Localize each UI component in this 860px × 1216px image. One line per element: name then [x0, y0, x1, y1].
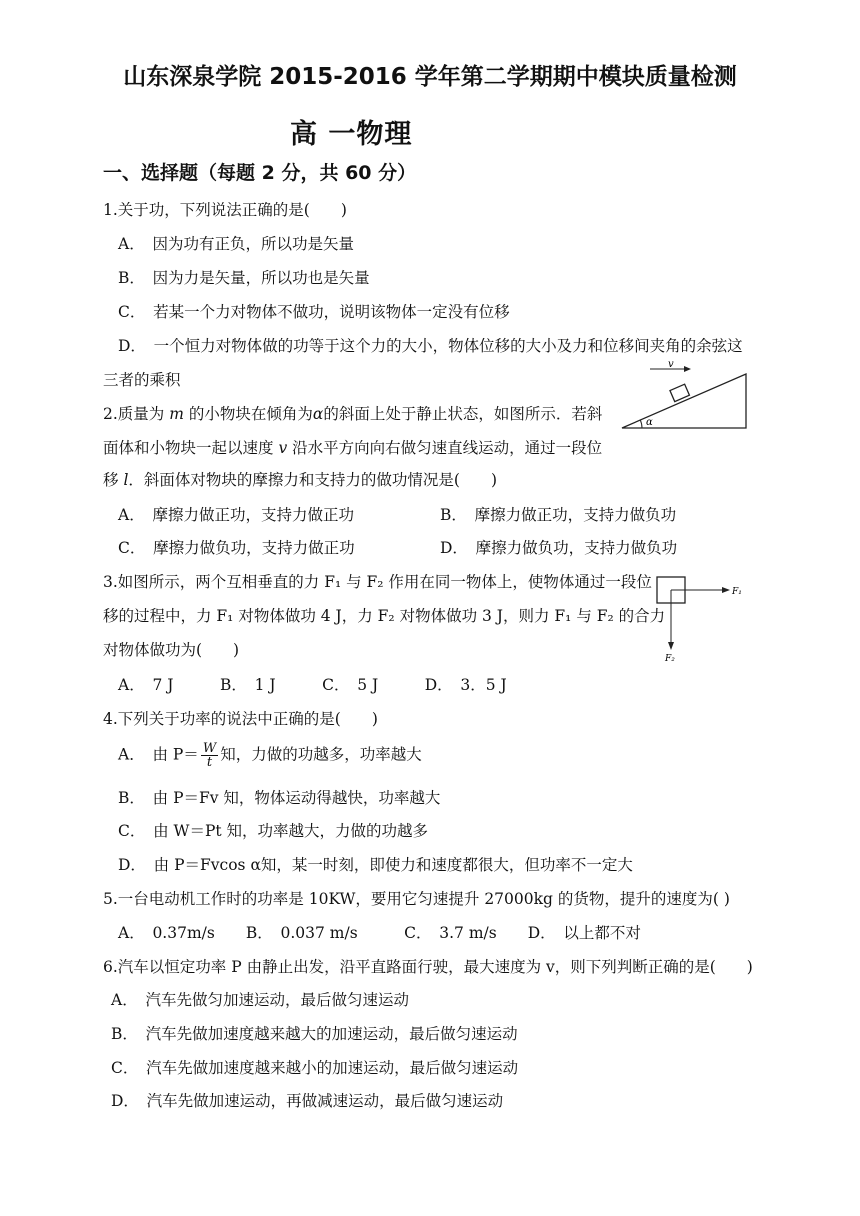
power-fraction: $\frac{W}{t}$	[202, 741, 217, 770]
f2-arrowhead	[668, 642, 674, 650]
incline-figure	[618, 360, 752, 432]
q3-stem-line1: 3.如图所示，两个互相垂直的力 F₁ 与 F₂ 作用在同一物体上，使物体通过一段位	[103, 573, 652, 591]
block-shape	[670, 384, 689, 401]
q2-option-c: C． 摩擦力做负功，支持力做正功	[118, 539, 355, 557]
f1-label: F₁	[732, 587, 742, 597]
f2-label: F₂	[665, 654, 675, 664]
q3-stem-line2: 移的过程中，力 F₁ 对物体做功 4 J，力 F₂ 对物体做功 3 J，则力 F₁ 与 F₂ 的合力	[103, 607, 666, 625]
q5-options: A． 0.37m/s B． 0.037 m/s C． 3.7 m/s D． 以上都不对	[118, 924, 641, 942]
force-figure	[652, 570, 742, 664]
f1-arrowhead	[722, 587, 730, 593]
q1-stem: 1.关于功，下列说法正确的是( )	[103, 201, 347, 219]
section-heading: 一、选择题（每题 2 分，共 60 分）	[103, 162, 417, 184]
angle-label: α	[646, 417, 653, 428]
q1-option-a: A． 因为功有正负，所以功是矢量	[118, 235, 354, 253]
q6-option-b: B． 汽车先做加速度越来越大的加速运动，最后做匀速运动	[111, 1025, 518, 1043]
q2-option-d: D． 摩擦力做负功，支持力做负功	[440, 539, 678, 557]
q2-stem-line2: 面体和小物块一起以速度 v 沿水平方向向右做匀速直线运动，通过一段位	[103, 439, 603, 457]
q2-option-a: A． 摩擦力做正功，支持力做正功	[118, 506, 354, 524]
exam-title: 山东深泉学院 2015-2016 学年第二学期期中模块质量检测	[123, 64, 737, 90]
exam-subtitle: 高 一物理	[290, 119, 413, 150]
q1-option-b: B． 因为力是矢量，所以功也是矢量	[118, 269, 370, 287]
q4-option-c: C． 由 W＝Pt 知，功率越大，力做的功越多	[118, 822, 429, 840]
q5-stem: 5.一台电动机工作时的功率是 10KW，要用它匀速提升 27000kg 的货物，提升的速度为( )	[103, 890, 730, 908]
q4-stem: 4.下列关于功率的说法中正确的是( )	[103, 710, 378, 728]
q2-stem-line3: 移 l．斜面体对物块的摩擦力和支持力的做功情况是( )	[103, 471, 498, 489]
velocity-label: v	[668, 360, 674, 370]
q2-option-b: B． 摩擦力做正功，支持力做负功	[440, 506, 677, 524]
angle-arc	[640, 420, 642, 428]
q6-option-a: A． 汽车先做匀加速运动，最后做匀速运动	[111, 991, 409, 1009]
q3-options: A． 7 J B． 1 J C． 5 J D． 3．5 J	[118, 676, 507, 694]
q4-option-b: B． 由 P＝Fv 知，物体运动得越快，功率越大	[118, 789, 441, 807]
q6-option-d: D． 汽车先做加速运动，再做减速运动，最后做匀速运动	[111, 1092, 504, 1110]
q2-stem-line1: 2.质量为 m 的小物块在倾角为α的斜面上处于静止状态，如图所示．若斜	[103, 405, 603, 423]
q6-option-c: C． 汽车先做加速度越来越小的加速运动，最后做匀速运动	[111, 1059, 519, 1077]
velocity-arrowhead	[684, 366, 691, 372]
q4-option-d: D． 由 P＝Fvcos α知，某一时刻，即使力和速度都很大，但功率不一定大	[118, 856, 633, 874]
q4-option-a: A． 由 P＝ $\frac{W}{t}$ 知，力做的功越多，功率越大	[118, 741, 422, 770]
q1-option-d: D． 一个恒力对物体做的功等于这个力的大小，物体位移的大小及力和位移间夹角的余弦这	[118, 337, 743, 355]
q1-option-c: C． 若某一个力对物体不做功，说明该物体一定没有位移	[118, 303, 510, 321]
q1-option-d-cont: 三者的乘积	[103, 371, 181, 389]
q6-stem: 6.汽车以恒定功率 P 由静止出发，沿平直路面行驶，最大速度为 v，则下列判断正确的是( )	[103, 958, 753, 976]
q3-stem-line3: 对物体做功为( )	[103, 641, 240, 659]
